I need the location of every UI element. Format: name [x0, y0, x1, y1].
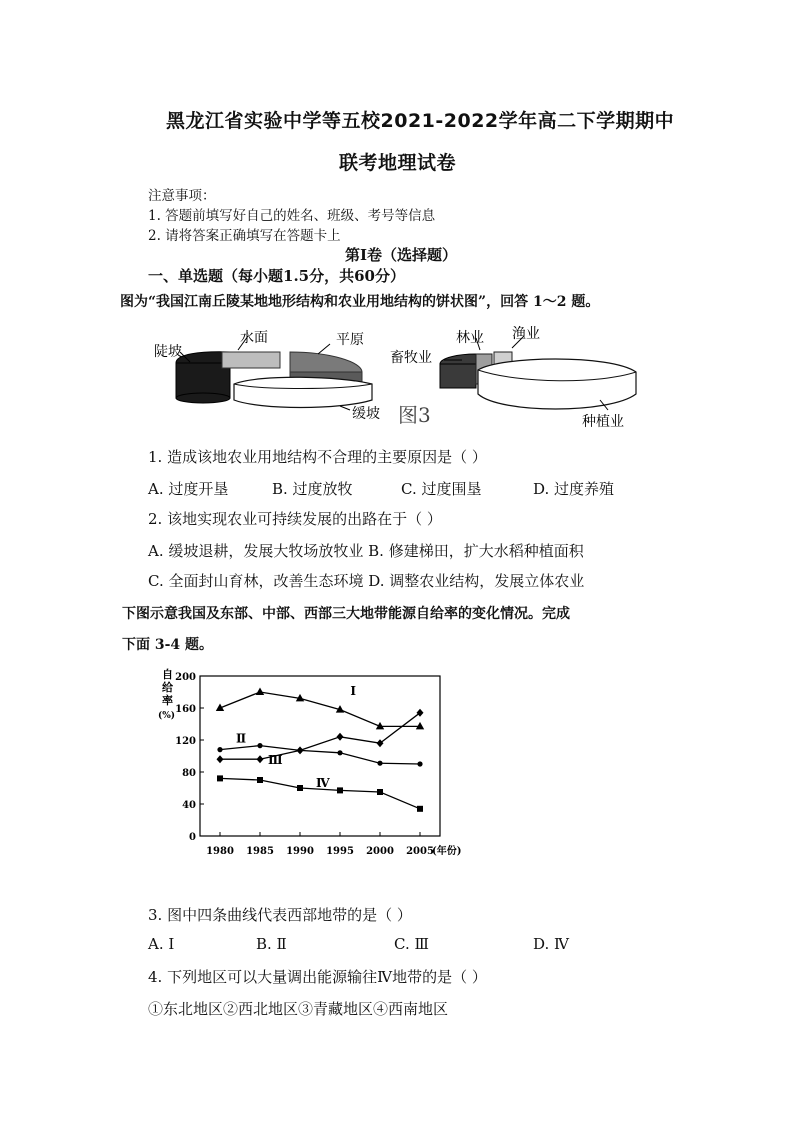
data-point: [337, 750, 342, 755]
data-point: [257, 777, 263, 783]
pie-chart-figure: [140, 318, 660, 436]
y-tick-label: 80: [182, 768, 196, 779]
question-3-option-b: B. Ⅱ: [256, 935, 287, 953]
part-heading: 一、单选题（每小题1.5分，共60分）: [148, 267, 405, 285]
y-axis-label: (%): [158, 711, 176, 721]
series-line: [220, 692, 420, 726]
question-4-options: ①东北地区②西北地区③青藏地区④西南地区: [148, 1000, 449, 1018]
notice-item-1: 1. 答题前填写好自己的姓名、班级、考号等信息: [148, 208, 436, 224]
x-tick-label: 1985: [246, 846, 274, 857]
data-point: [417, 806, 423, 812]
pie-slice-water: [222, 352, 280, 368]
x-tick-label: 1980: [206, 846, 234, 857]
question-2-stem: 2. 该地实现农业可持续发展的出路在于（ ）: [148, 510, 442, 528]
data-point: [217, 755, 224, 763]
pie-slice-crop: [478, 359, 636, 409]
data-point: [416, 722, 424, 730]
pie1-label-steep: 陡坡: [154, 344, 182, 360]
series-label: Ⅱ: [236, 731, 247, 746]
energy-self-sufficiency-chart: [150, 660, 470, 860]
question-1-stem: 1. 造成该地农业用地结构不合理的主要原因是（ ）: [148, 448, 487, 466]
intro-q1-2: 图为“我国江南丘陵某地地形结构和农业用地结构的饼状图”，回答 1～2 题。: [120, 294, 600, 310]
x-tick-label: 2005: [406, 846, 434, 857]
pie-terrain: [154, 329, 380, 422]
notice-heading: 注意事项：: [148, 188, 216, 204]
pie2-label-crop: 种植业: [582, 414, 624, 430]
data-point: [217, 775, 223, 781]
data-point: [377, 789, 383, 795]
pie2-label-forestry: 林业: [456, 330, 484, 346]
question-1-option-b: B. 过度放牧: [272, 480, 353, 498]
pie-agriculture: [390, 326, 636, 430]
pie2-label-fishery: 渔业: [512, 326, 540, 342]
question-3-option-a: A. Ⅰ: [148, 935, 175, 953]
y-tick-label: 200: [175, 672, 196, 683]
intro-q3-4-line1: 下图示意我国及东部、中部、西部三大地带能源自给率的变化情况。完成: [122, 606, 570, 622]
data-point: [417, 709, 424, 717]
x-tick-label: 1995: [326, 846, 354, 857]
question-1-option-c: C. 过度围垦: [401, 480, 482, 498]
data-point: [337, 733, 344, 741]
pie-slice-plain: [290, 352, 362, 372]
document-title-line1: 黑龙江省实验中学等五校2021-2022学年高二下学期期中: [166, 110, 675, 132]
y-axis-label: 给: [162, 681, 173, 694]
question-2-options-cd: C. 全面封山育林，改善生态环境 D. 调整农业结构，发展立体农业: [148, 572, 585, 590]
y-axis-label: 率: [162, 694, 173, 707]
document-title-line2: 联考地理试卷: [339, 152, 457, 174]
question-4-stem: 4. 下列地区可以大量调出能源输往Ⅳ地带的是（ ）: [148, 968, 487, 986]
question-1-option-d: D. 过度养殖: [533, 480, 615, 498]
x-axis-label: (年份): [432, 846, 462, 857]
question-3-option-c: C. Ⅲ: [394, 935, 429, 953]
question-2-options-ab: A. 缓坡退耕，发展大牧场放牧业 B. 修建梯田，扩大水稻种植面积: [148, 542, 584, 560]
series-line: [220, 746, 420, 764]
y-tick-label: 40: [182, 800, 196, 811]
data-point: [256, 688, 264, 696]
pie-slice-livestock: [440, 354, 476, 364]
x-tick-label: 1990: [286, 846, 314, 857]
series-label: Ⅲ: [268, 753, 283, 767]
data-point: [377, 761, 382, 766]
plot-frame: [200, 676, 440, 836]
y-tick-label: 120: [175, 736, 196, 747]
series-label: Ⅰ: [350, 684, 357, 699]
question-1-option-a: A. 过度开垦: [148, 480, 229, 498]
data-point: [257, 755, 264, 763]
data-point: [417, 761, 422, 766]
pie2-label-livestock: 畜牧业: [390, 350, 432, 366]
data-point: [257, 743, 262, 748]
x-tick-label: 2000: [366, 846, 394, 857]
y-axis-label: 自: [162, 668, 173, 681]
data-point: [297, 746, 304, 754]
pie1-label-water: 水面: [240, 330, 268, 346]
data-point: [297, 785, 303, 791]
question-3-stem: 3. 图中四条曲线代表西部地带的是（ ）: [148, 906, 412, 924]
pie1-label-plain: 平原: [336, 332, 364, 348]
pie-slice-gentle-slope: [234, 377, 372, 407]
y-tick-label: 0: [189, 832, 196, 843]
data-point: [377, 739, 384, 747]
notice-item-2: 2. 请将答案正确填写在答题卡上: [148, 228, 341, 244]
question-3-option-d: D. Ⅳ: [533, 935, 570, 953]
data-point: [337, 787, 343, 793]
pie1-label-gentle: 缓坡: [352, 406, 380, 422]
series-label: Ⅳ: [316, 776, 330, 791]
figure-label: 图3: [398, 403, 431, 427]
intro-q3-4-line2: 下面 3-4 题。: [122, 637, 214, 653]
y-tick-label: 160: [175, 704, 196, 715]
volume-heading: 第Ⅰ卷（选择题）: [345, 246, 458, 264]
data-point: [217, 747, 222, 752]
